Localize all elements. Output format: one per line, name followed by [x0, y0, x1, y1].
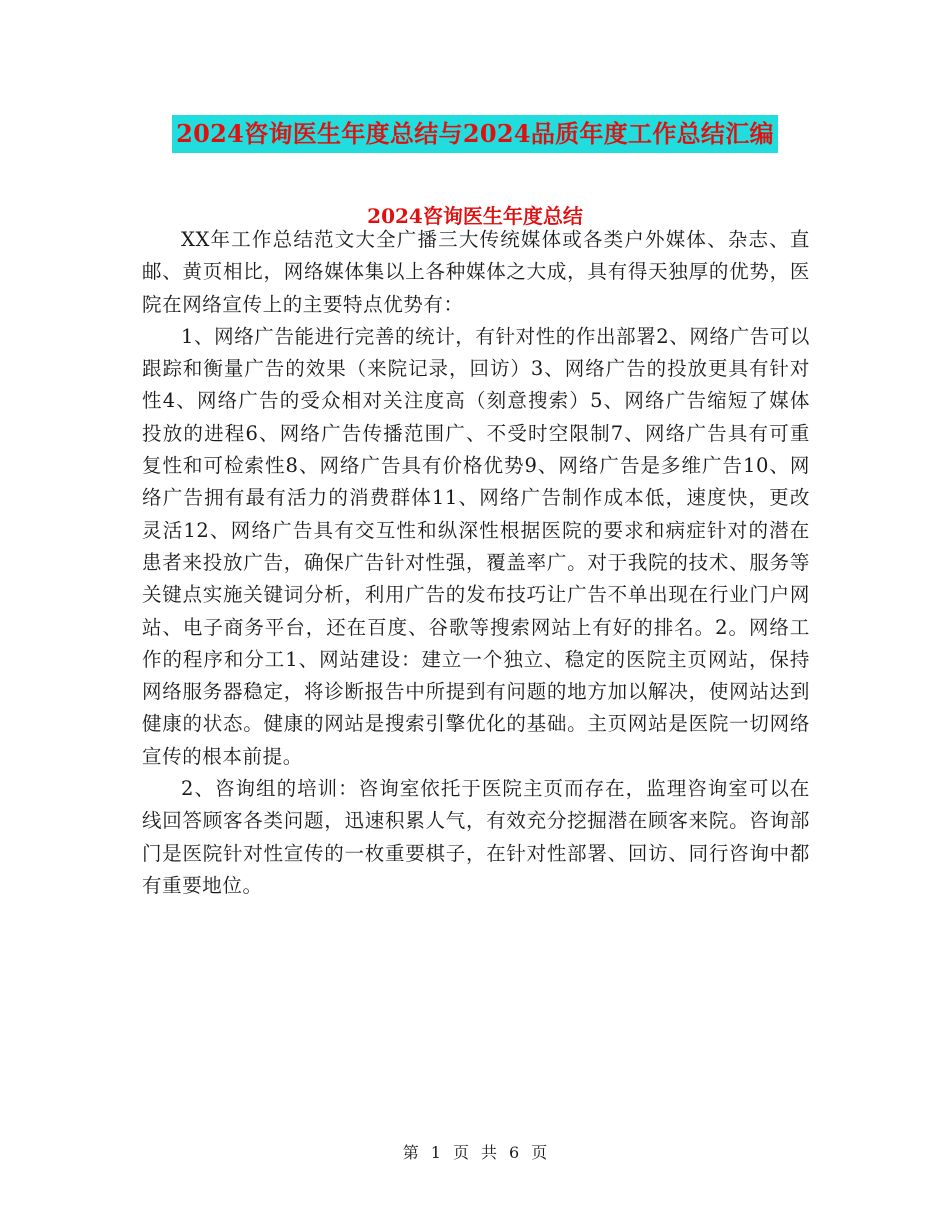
document-body: [142, 224, 810, 902]
footer-label-total-unit: 页: [531, 1143, 548, 1162]
document-title: [0, 112, 950, 153]
section-title: 2024咨询医生年度总结: [367, 204, 583, 228]
document-title-text: 2024咨询医生年度总结与2024品质年度工作总结汇编: [172, 115, 778, 153]
footer-label-page: 第: [402, 1143, 419, 1162]
footer-label-total: 共: [481, 1143, 498, 1162]
page-footer: [0, 1140, 950, 1163]
footer-label-page-unit: 页: [452, 1143, 469, 1162]
paragraph: 1、网络广告能进行完善的统计，有针对性的作出部署2、网络广告可以跟踪和衡量广告的效果（来院记录，回访）3、网络广告的投放更具有针对性4、网络广告的受众相对关注度高（刻意搜索）5、网络广告缩短了媒体投放的进程6、网络广告传播范围广、不受时空限制7、网络广告具有可重复性和可检索性8、网络广告具有价格优势9、网络广告是多维广告10、网络广告拥有最有活力的消费群体11、网络广告制作成本低，速度快，更改灵活12、网络广告具有交互性和纵深性根据医院的要求和病症针对的潜在患者来投放广告，确保广告针对性强，覆盖率广。对于我院的技术、服务等关键点实施关键词分析，利用广告的发布技巧让广告不单出现在行业门户网站、电子商务平台，还在百度、谷歌等搜索网站上有好的排名。2。网络工作的程序和分工1、网站建设：建立一个独立、稳定的医院主页网站，保持网络服务器稳定，将诊断报告中所提到有问题的地方加以解决，使网站达到健康的状态。健康的网站是搜索引擎优化的基础。主页网站是医院一切网络宣传的根本前提。: [142, 324, 811, 768]
footer-total-pages: 6: [509, 1143, 520, 1162]
paragraph: 2、咨询组的培训：咨询室依托于医院主页而存在，监理咨询室可以在线回答顾客各类问题，迅速积累人气，有效充分挖掘潜在顾客来院。咨询部门是医院针对性宣传的一枚重要棋子，在针对性部署、回访、同行咨询中都有重要地位。: [142, 777, 810, 897]
paragraph: XX年工作总结范文大全广播三大传统媒体或各类户外媒体、杂志、直邮、黄页相比，网络媒体集以上各种媒体之大成，具有得天独厚的优势，医院在网络宣传上的主要特点优势有：: [142, 228, 810, 316]
footer-current-page: 1: [430, 1143, 441, 1162]
